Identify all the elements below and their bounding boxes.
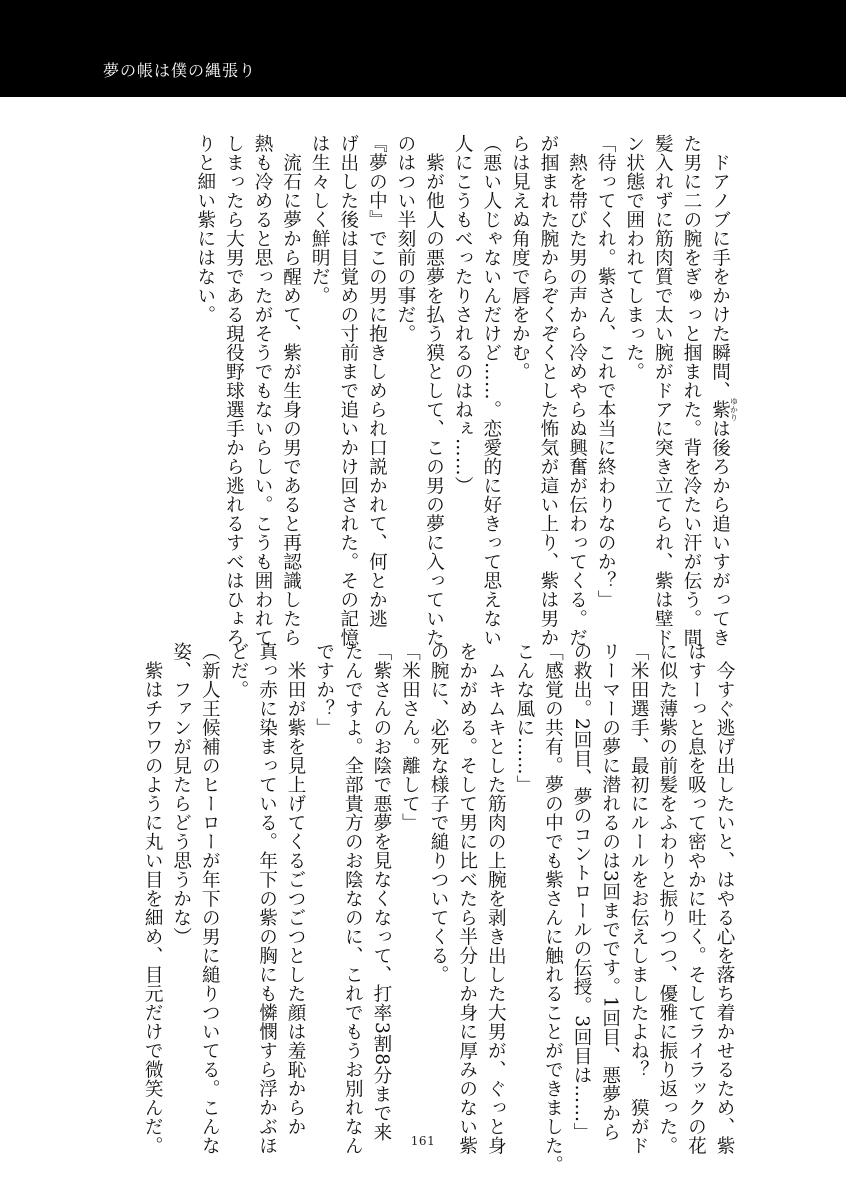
text-line: （悪い人じゃないんだけど……。恋愛的に好きって思えない	[480, 134, 502, 647]
text-line: 今すぐ逃げ出したいと、はやる心を落ち着かせるため、紫	[714, 642, 735, 1155]
text-line: 『夢の中』でこの男に抱きしめられ口説かれて、何とか逃	[366, 134, 388, 628]
ruby-reading: ゆかり	[729, 396, 739, 423]
text-line: 「待ってくれ。紫さん、これで本当に終わりなのか？」	[595, 134, 617, 609]
text-line: どだ。	[227, 642, 249, 699]
text-line: 姿、ファンが見たらどう思うかな）	[170, 642, 192, 946]
text-line: 熱を帯びた男の声から冷めやらぬ興奮が伝わってくる。だ	[566, 134, 588, 647]
text-line: たんですよ。全部貴方のお陰なのに、これでもうお別れなん	[342, 642, 364, 1155]
running-title: 夢の帳は僕の縄張り	[103, 61, 257, 80]
text-line: しまったら大男である現役野球選手から逃れるすべはひょろ	[223, 134, 245, 647]
text-line: りと細い紫にはない。	[194, 134, 216, 324]
text-line: は生々しく鮮明だ。	[309, 134, 331, 305]
text-line: の腕に、必死な様子で縋りついてくる。	[428, 642, 450, 984]
text-line: （新人王候補のヒーローが年下の男に縋りついてる。こんな	[199, 642, 221, 1155]
page-number: 161	[410, 1134, 436, 1148]
text-line: らは見えぬ角度で唇をかむ。	[509, 134, 531, 381]
text-line: ムキムキとした筋肉の上腕を剥き出した大男が、ぐっと身	[485, 642, 507, 1155]
text-line: 熱も冷めると思ったがそうでもないらしい。こうも囲われて	[252, 134, 273, 647]
text-line: 「米田さん。離して」	[399, 642, 421, 832]
text-line: が掴まれた腕からぞくぞくとした怖気が這い上り、紫は男か	[537, 134, 559, 647]
text-line: 流石に夢から醒めて、紫が生身の男であると再認識したら	[280, 134, 302, 647]
header-band	[0, 0, 846, 97]
text-line: ですか？」	[313, 642, 335, 737]
text-line: 紫はチワワのように丸い目を細め、目元だけで微笑んだ。	[142, 642, 164, 1155]
text-line: 紫が他人の悪夢を払う獏として、この男の夢に入っていた	[423, 134, 445, 647]
text-line: はすーっと息を吸って密やかに吐く。そしてライラックの花	[685, 642, 707, 1155]
text-line: 人にこうもべったりされるのはねぇ……）	[452, 134, 474, 495]
text-line: の救出。2回目、夢のコントロールの伝授。3回目は……」	[571, 642, 593, 1142]
text-line: 真っ赤に染まっている。年下の紫の胸にも憐憫すら浮かぶほ	[256, 642, 278, 1155]
text-line: をかがめる。そして男に比べたら半分しか身に厚みのない紫	[456, 642, 478, 1155]
upper-text-block	[78, 134, 739, 647]
text-line: 「紫さんのお陰で悪夢を見なくなって、打率3割8分まで来	[370, 642, 392, 1142]
text-line: 「米田選手、最初にルールをお伝えしましたよね？ 獏がド	[628, 642, 650, 1155]
text-line: のはつい半刻前の事だ。	[394, 134, 416, 343]
text-line: こんな風に……」	[513, 642, 535, 794]
text-line: 米田が紫を見上げてくるごつごつとした顔は羞恥からか	[285, 642, 307, 1136]
text-line: ン状態で囲われてしまった。	[623, 134, 645, 381]
text-line: 「感覚の共有。夢の中でも紫さんに触れることができました。	[542, 642, 564, 1174]
text-line: に似た薄紫の前髪をふわりと振りつつ、優雅に振り返った。	[656, 642, 678, 1155]
ruby-annotation: 紫 ゆかり	[709, 396, 739, 423]
text-line: リーマーの夢に潜れるのは3回までです。1回目、悪夢から	[599, 642, 621, 1142]
text-line: げ出した後は目覚めの寸前まで追いかけ回された。その記憶	[337, 134, 359, 647]
text-line: ドアノブに手をかけた瞬間、紫 ゆかりは後ろから追いすがってき	[709, 134, 739, 647]
text-line: 髪入れずに筋肉質で太い腕がドアに突き立てられ、紫は壁ド	[652, 134, 674, 647]
text-line: た男に二の腕をぎゅっと掴まれた。背を冷たい汗が伝う。間	[680, 134, 702, 647]
